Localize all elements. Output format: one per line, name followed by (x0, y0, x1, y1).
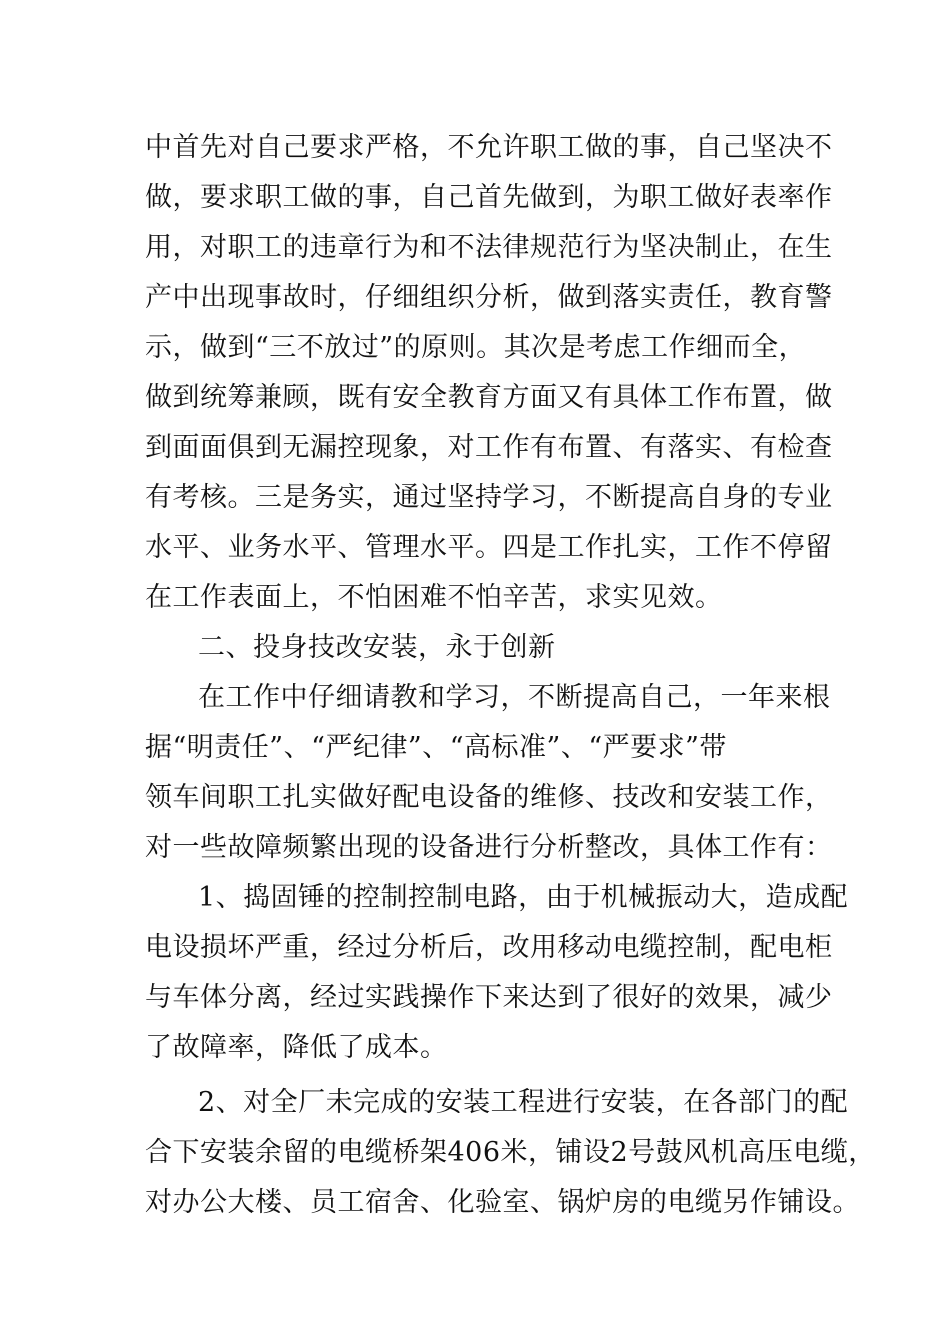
text-line: 据“明责任”、“严纪律”、“高标准”、“严要求”带 (145, 732, 727, 763)
text-line: 电设损坏严重，经过分析后，改用移动电缆控制，配电柜 (145, 932, 833, 963)
text-line: 示，做到“三不放过”的原则。其次是考虑工作细而全， (145, 332, 807, 363)
text-line: 了故障率，降低了成本。 (145, 1032, 448, 1063)
text-line: 有考核。三是务实，通过坚持学习，不断提高自身的专业 (145, 482, 833, 513)
text-line: 在工作中仔细请教和学习，不断提高自己，一年来根 (198, 682, 831, 713)
text-line: 对办公大楼、员工宿舍、化验室、锅炉房的电缆另作铺设。 (145, 1187, 860, 1218)
text-line: 用，对职工的违章行为和不法律规范行为坚决制止，在生 (145, 232, 833, 263)
text-line: 在工作表面上，不怕困难不怕辛苦，求实见效。 (145, 582, 723, 613)
section-heading: 二、投身技改安装，永于创新 (198, 632, 556, 663)
text-line: 产中出现事故时，仔细组织分析，做到落实责任，教育警 (145, 282, 833, 313)
list-item-1: 1、捣固锤的控制控制电路，由于机械振动大，造成配 (198, 882, 849, 913)
text-line: 到面面俱到无漏控现象，对工作有布置、有落实、有检查 (145, 432, 833, 463)
list-item-2: 2、对全厂未完成的安装工程进行安装，在各部门的配 (198, 1087, 849, 1118)
text-line: 做到统筹兼顾，既有安全教育方面又有具体工作布置，做 (145, 382, 833, 413)
text-line: 做，要求职工做的事，自己首先做到，为职工做好表率作 (145, 182, 833, 213)
text-line: 合下安装余留的电缆桥架406米，铺设2号鼓风机高压电缆， (145, 1137, 876, 1168)
text-line: 水平、业务水平、管理水平。四是工作扎实，工作不停留 (145, 532, 833, 563)
text-line: 与车体分离，经过实践操作下来达到了很好的效果，减少 (145, 982, 833, 1013)
text-line: 对一些故障频繁出现的设备进行分析整改，具体工作有： (145, 832, 833, 863)
text-line: 中首先对自己要求严格，不允许职工做的事，自己坚决不 (145, 132, 833, 163)
text-line: 领车间职工扎实做好配电设备的维修、技改和安装工作， (145, 782, 833, 813)
